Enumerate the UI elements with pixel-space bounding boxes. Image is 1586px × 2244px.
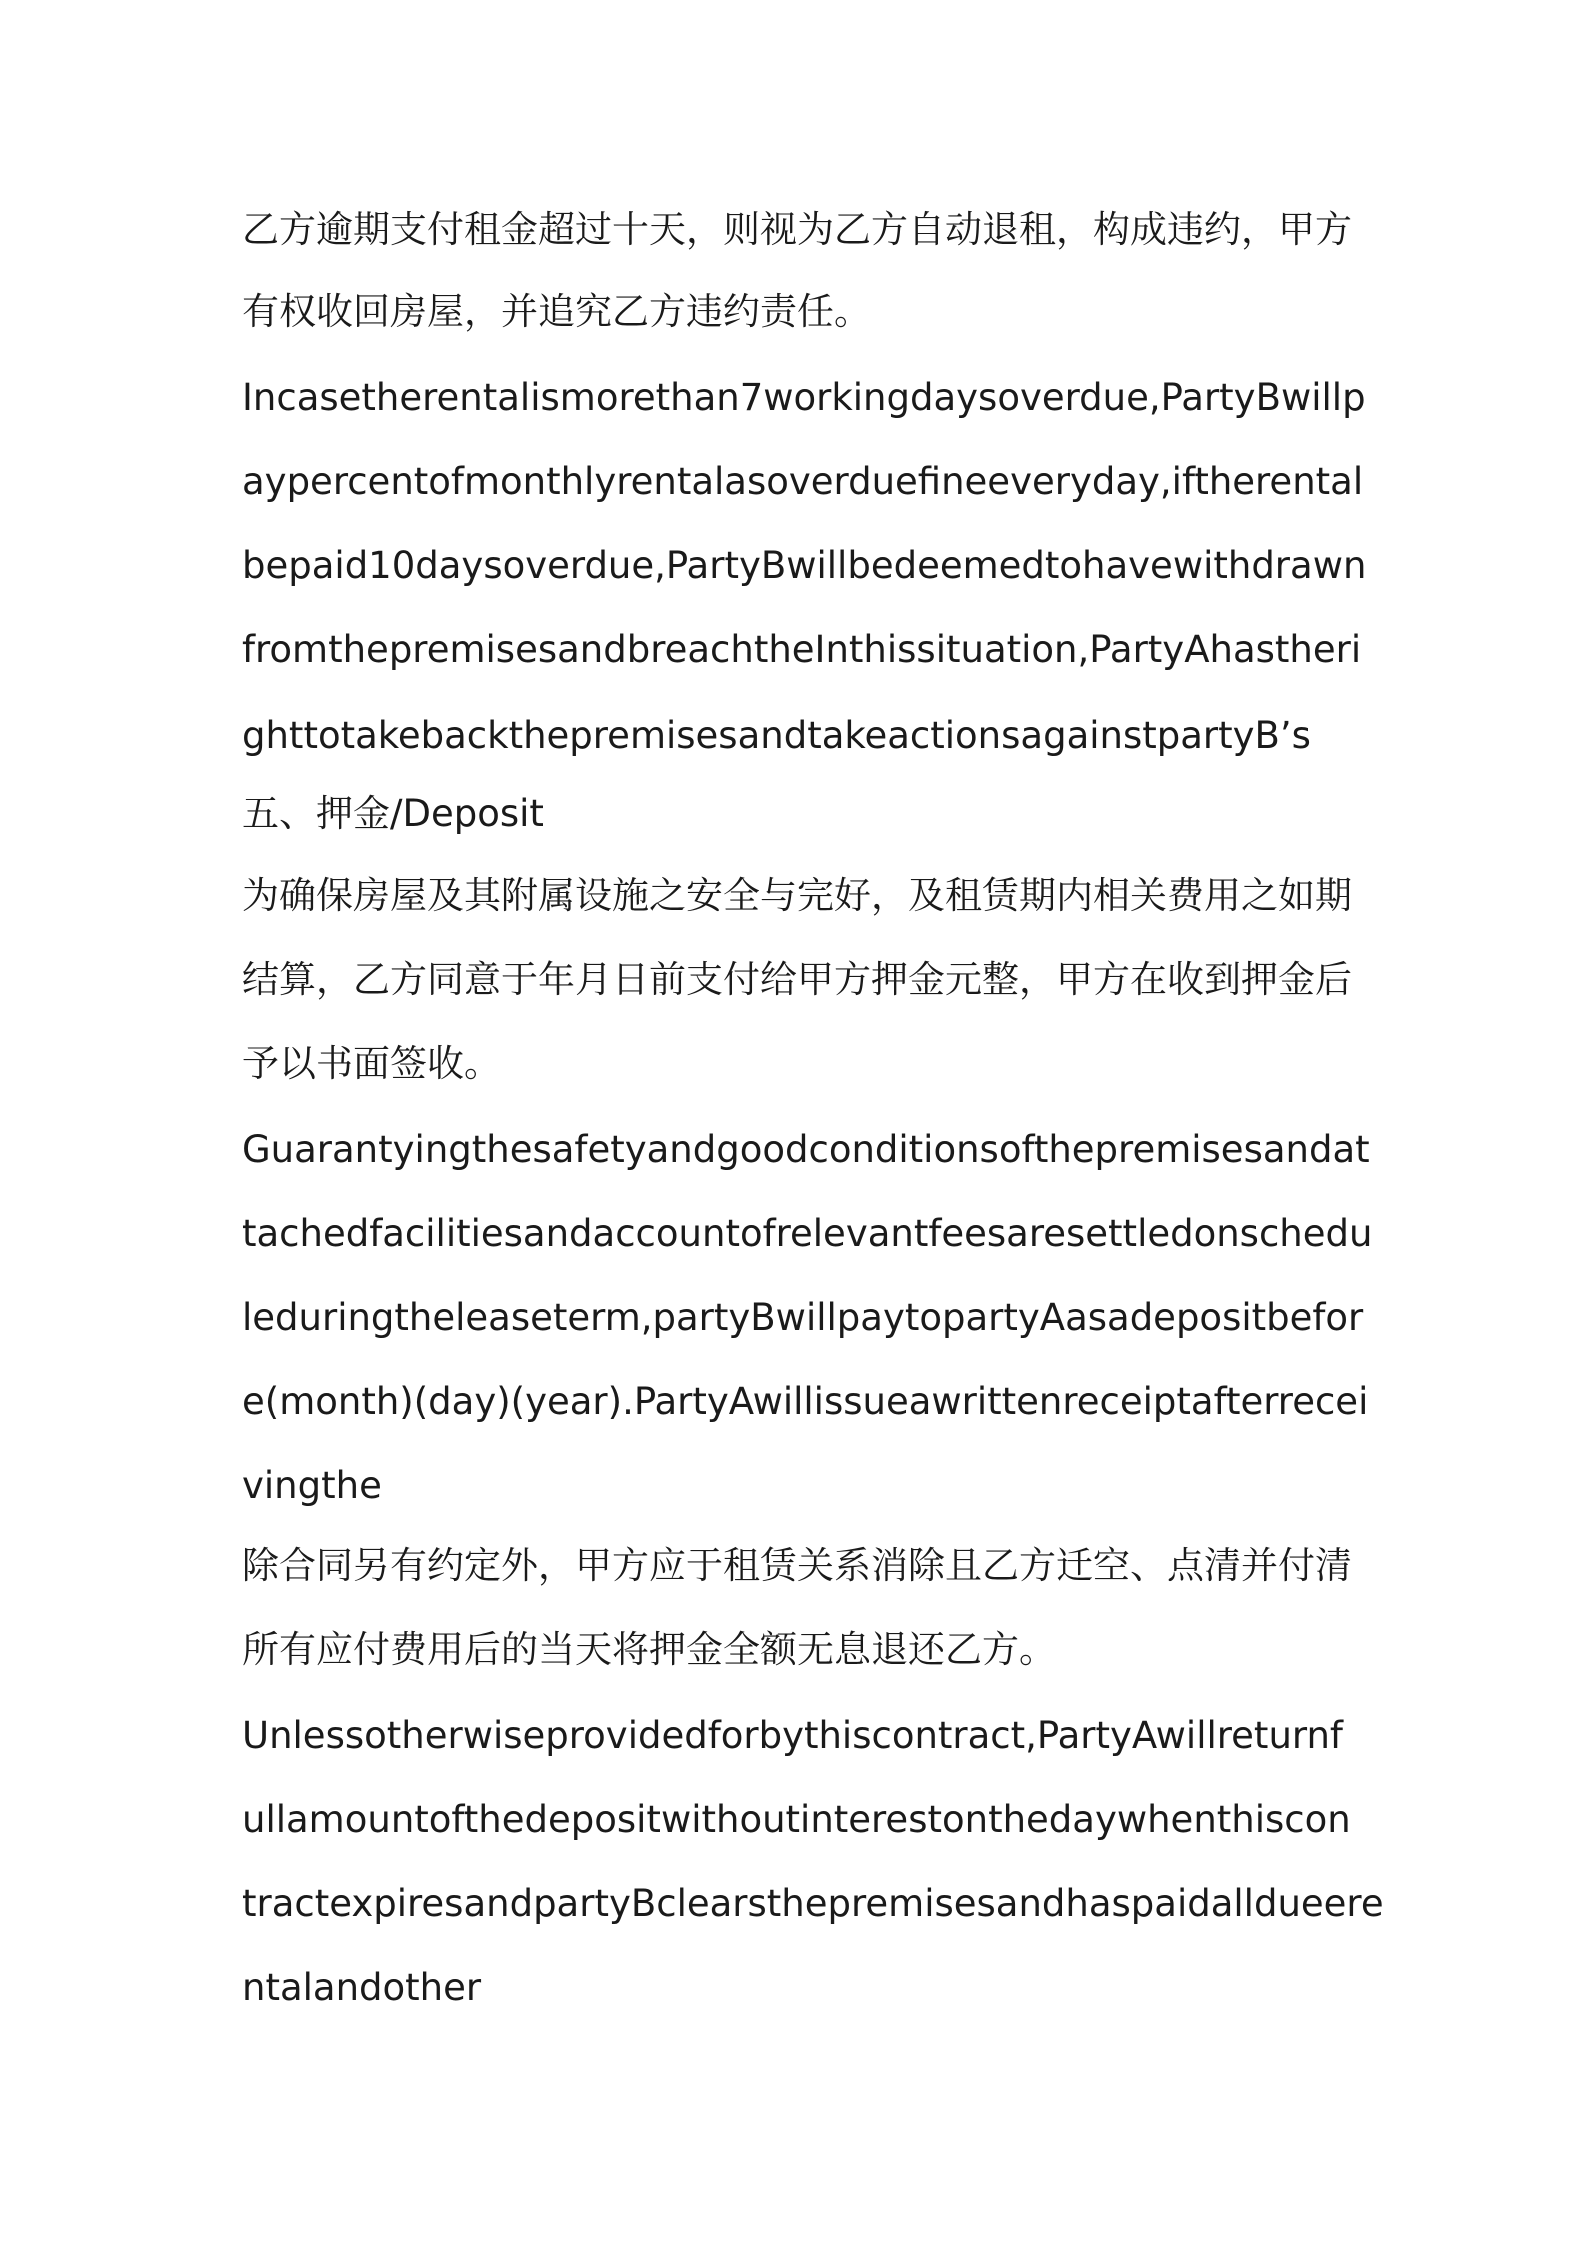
paragraph-line: Guarantyingthesafetyandgoodconditionsofthepremisesandat <box>242 1128 1370 1171</box>
paragraph-line: 有权收回房屋，并追究乙方违约责任。 <box>242 290 871 333</box>
paragraph-line: tachedfacilitiesandaccountofrelevantfeesaresettledonschedu <box>242 1212 1373 1255</box>
paragraph-line: 予以书面签收。 <box>242 1042 501 1085</box>
paragraph-line: aypercentofmonthlyrentalasoverduefineeveryday,iftherental <box>242 460 1364 503</box>
paragraph-line: e(month)(day)(year).PartyAwillissueawrittenreceiptafterrecei <box>242 1380 1369 1423</box>
paragraph-line: ntalandother <box>242 1966 482 2009</box>
paragraph-line: bepaid10daysoverdue,PartyBwillbedeemedtohavewithdrawn <box>242 544 1367 587</box>
section-heading: 五、押金/Deposit <box>242 792 544 835</box>
paragraph-line: 为确保房屋及其附属设施之安全与完好，及租赁期内相关费用之如期 <box>242 874 1352 917</box>
paragraph-line: 结算，乙方同意于年月日前支付给甲方押金元整，甲方在收到押金后 <box>242 958 1352 1001</box>
paragraph-line: fromthepremisesandbreachtheInthissituation,PartyAhastheri <box>242 628 1362 671</box>
paragraph-line: Incasetherentalismorethan7workingdaysoverdue,PartyBwillp <box>242 376 1366 419</box>
paragraph-line: ghttotakebackthepremisesandtakeactionsagainstpartyB’s <box>242 714 1311 757</box>
paragraph-line: 除合同另有约定外，甲方应于租赁关系消除且乙方迁空、点清并付清 <box>242 1544 1352 1587</box>
paragraph-line: tractexpiresandpartyBclearsthepremisesandhaspaidalldueere <box>242 1882 1384 1925</box>
paragraph-line: 所有应付费用后的当天将押金全额无息退还乙方。 <box>242 1628 1056 1671</box>
paragraph-line: ullamountofthedepositwithoutinterestonthedaywhenthiscon <box>242 1798 1351 1841</box>
paragraph-line: leduringtheleaseterm,partyBwillpaytopartyAasadepositbefor <box>242 1296 1364 1339</box>
paragraph-line: 乙方逾期支付租金超过十天，则视为乙方自动退租，构成违约，甲方 <box>242 208 1352 251</box>
paragraph-line: Unlessotherwiseprovidedforbythiscontract,PartyAwillreturnf <box>242 1714 1343 1757</box>
paragraph-line: vingthe <box>242 1464 382 1507</box>
